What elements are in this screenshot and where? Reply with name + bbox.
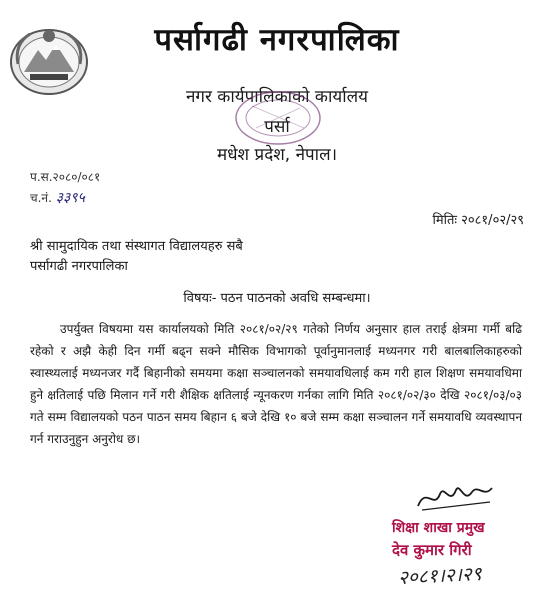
recipient-line-1: श्री सामुदायिक तथा संस्थागत विद्यालयहरु सबै	[30, 239, 243, 254]
fiscal-year-ref: प.स.२०८०/०८१	[30, 170, 101, 184]
signed-date: २०८१।२।२९	[397, 562, 483, 590]
letter-date: मितिः २०८१/०२/२९	[432, 213, 524, 228]
dispatch-number: ३३९५	[55, 190, 85, 206]
recipient-line-2: पर्सागढी नगरपालिका	[30, 259, 128, 274]
office-stamp-seal	[232, 88, 324, 148]
dispatch-ref	[30, 188, 85, 207]
signatory-name: देव कुमार गिरी	[392, 541, 472, 559]
office-name: नगर कार्यपालिकाको कार्यालय	[185, 87, 369, 107]
letter-subject: विषयः- पठन पाठनको अवधि सम्बन्धमा।	[183, 291, 371, 306]
dispatch-label: च.नं.	[30, 191, 52, 205]
handwritten-signature	[412, 476, 498, 514]
office-province: मधेश प्रदेश, नेपाल।	[216, 145, 338, 165]
signatory-designation: शिक्षा शाखा प्रमुख	[392, 520, 485, 536]
office-place: पर्सा	[264, 117, 290, 137]
municipality-title: पर्सागढी नगरपालिका	[154, 22, 400, 58]
letter-body: उपर्युक्त विषयमा यस कार्यालयको मिति २०८१/०२/२९ गतेको निर्णय अनुसार हाल तराई क्षेत्रमा गर्मी बढि रहेको र अझै केही दिन गर्मी बढ्न सक्ने मौसिक विभागको पूर्वानुमानलाई मध्यनगर गरी बालबालिकाहरुको स्वास्थ्यलाई मध्यनजर गर्दै बिहानीको समयमा कक्षा सञ्चालनको समयावधिलाई कम गरी हाल शिक्षण समयावधिमा हुने क्षतिलाई पछि मिलान गर्ने गरी शैक्षिक क्षतिलाई न्यूनकरण गर्नका लागि मिति २०८१/०२/३० देखि २०८१/०३/०३ गते सम्म विद्यालयको पठन पाठन समय बिहान ६ बजे देखि १० बजे सम्म कक्षा सञ्चालन गर्ने समयावधि व्यवस्थापन गर्न गराउनुहुन अनुरोध छ।	[30, 322, 522, 446]
